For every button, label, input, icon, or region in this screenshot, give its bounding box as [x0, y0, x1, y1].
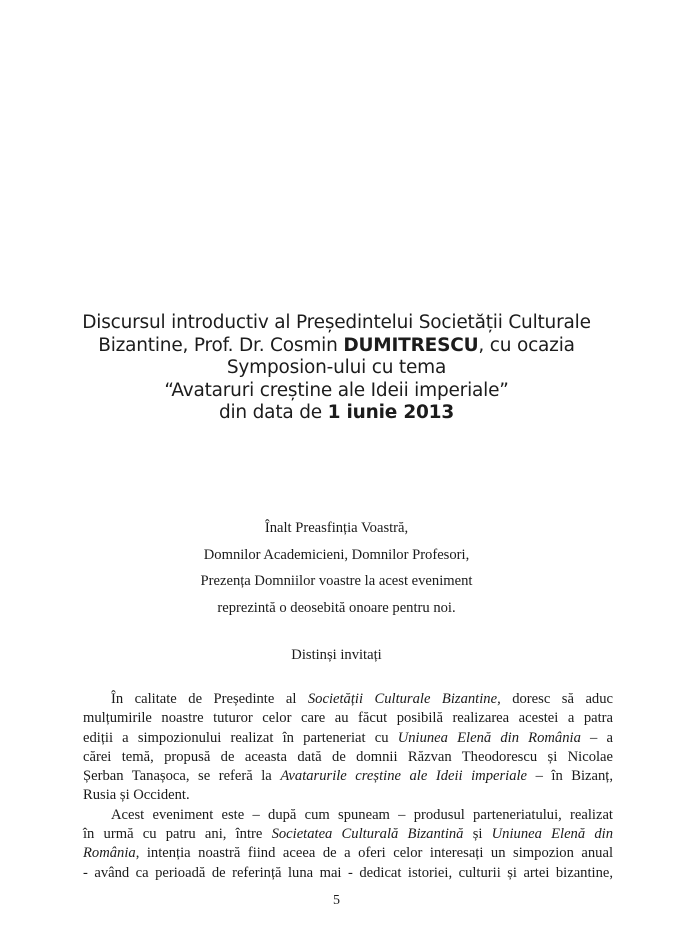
title-line-2 — [60, 335, 613, 358]
salutation-block — [80, 515, 593, 621]
p1-l3-text: ediții a simpozionului realizat în parteneriat cu — [83, 729, 398, 746]
title-author-surname: DUMITRESCU — [343, 334, 479, 356]
title-line-4: “Avataruri creștine ale Ideii imperiale” — [164, 379, 509, 401]
p1-text-end: , doresc să aduc — [497, 691, 613, 707]
p1-l5-text: Șerban Tanașoca, se referă la — [83, 768, 281, 785]
salutation-line-3: Prezența Domniilor voastre la acest eveniment — [200, 573, 473, 589]
title-line-3: Symposion-ului cu tema — [226, 357, 447, 379]
paragraph-1-line-4: cărei temă, propusă de aceasta dată de domnii Răzvan Theodorescu și Nicolae — [83, 748, 613, 765]
p1-italic-theme: Avatarurile creștine ale Ideii imperiale — [280, 768, 528, 785]
p1-l5-end: – în Bizanț, — [527, 768, 614, 785]
title-line-2-start: Bizantine, Prof. Dr. Cosmin — [98, 334, 344, 356]
p2-l3-text: , intenția noastră fiind aceea de a oferi celor interesați un simpozion anual — [135, 845, 613, 862]
paragraph-2-line-3 — [83, 844, 613, 863]
title-line-5 — [60, 402, 613, 425]
p1-l3-end: – a — [580, 729, 614, 746]
greeting: Distinși invitați — [291, 647, 382, 663]
title-line-1: Discursul introductiv al Președintelui Societății Culturale — [82, 312, 591, 333]
p2-italic-romania: România — [83, 845, 136, 862]
title-date-prefix: din data de — [218, 402, 328, 424]
paragraph-2-line-4: - având ca perioadă de referință luna mai - dedicat istoriei, culturii și artei bizantine, — [83, 864, 613, 881]
body-text — [83, 690, 613, 883]
paragraph-1-line-5 — [83, 767, 613, 786]
p2-l2-conj: și — [463, 826, 492, 843]
p2-italic-union: Uniunea Elenă din — [491, 826, 614, 843]
salutation-line-2: Domnilor Academicieni, Domnilor Profesori, — [203, 546, 470, 563]
title-line-2-end: , cu ocazia — [478, 334, 575, 356]
p1-text: În calitate de Președinte al — [111, 691, 308, 707]
page-number: 5 — [333, 893, 340, 908]
document-title — [60, 312, 613, 425]
paragraph-2-line-2 — [83, 825, 613, 844]
salutation-line-1: Înalt Preasfinția Voastră, — [264, 520, 409, 536]
p1-italic-union: Uniunea Elenă din România — [397, 729, 581, 746]
paragraph-1-line-2: mulțumirile noastre tuturor celor care au făcut posibilă realizarea acestei a patra — [83, 710, 613, 727]
p2-italic-society: Societatea Culturală Bizantină — [271, 826, 464, 843]
p1-italic-society: Societății Culturale Bizantine — [307, 691, 498, 707]
salutation-line-4: reprezintă o deosebită onoare pentru noi. — [217, 599, 456, 616]
p2-l2-text: în urmă cu patru ani, între — [83, 826, 272, 843]
paragraph-1-line-3 — [83, 729, 613, 748]
title-date: 1 iunie 2013 — [327, 402, 455, 424]
paragraph-1-line-1 — [83, 690, 613, 709]
paragraph-2-line-1: Acest eveniment este – după cum spuneam – produsul parteneriatului, realizat — [111, 806, 613, 823]
paragraph-1-line-6: Rusia și Occident. — [83, 787, 190, 804]
